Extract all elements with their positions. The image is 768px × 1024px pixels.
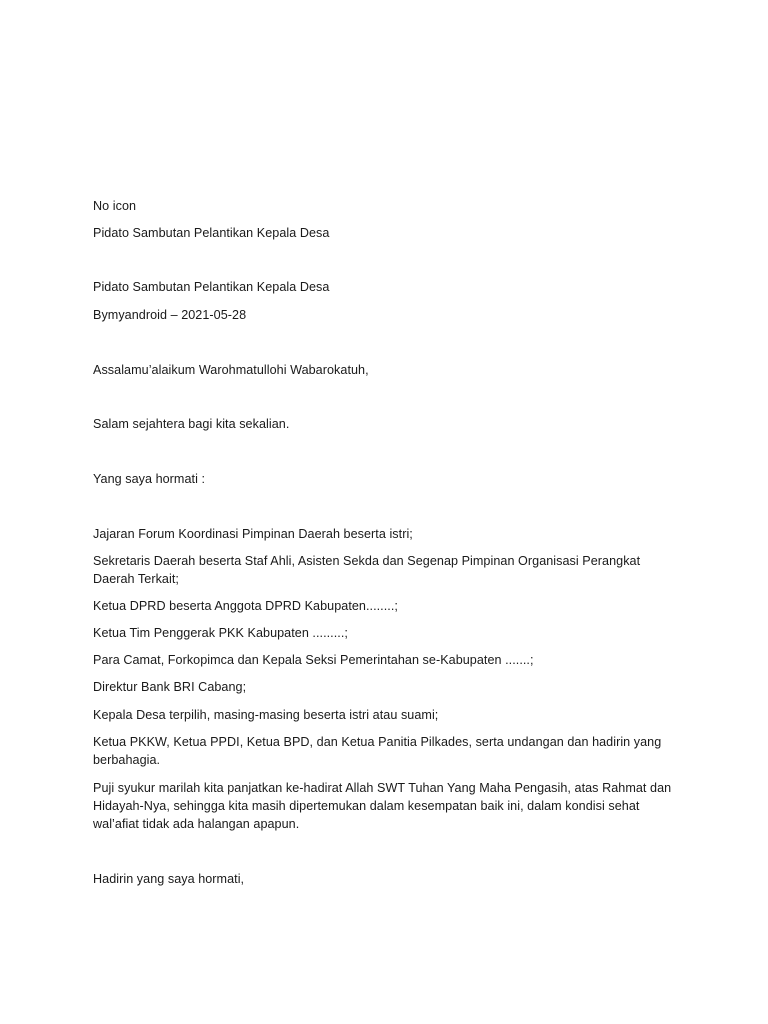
article-title: Pidato Sambutan Pelantikan Kepala Desa [93,280,330,294]
honoree-item: Jajaran Forum Koordinasi Pimpinan Daerah beserta istri; [93,527,413,541]
hadirin-line: Hadirin yang saya hormati, [93,872,245,886]
honoree-item: Direktur Bank BRI Cabang; [93,680,247,694]
honoree-item: Sekretaris Daerah beserta Staf Ahli, Asisten Sekda dan Segenap Pimpinan Organisasi Perangkat Daerah Terkait; [93,554,641,586]
honoree-item: Ketua PKKW, Ketua PPDI, Ketua BPD, dan Ketua Panitia Pilkades, serta undangan dan hadirin yang berbahagia. [93,735,662,767]
honoree-item: Para Camat, Forkopimca dan Kepala Seksi Pemerintahan se-Kabupaten .......; [93,653,534,667]
byline: Bymyandroid – 2021-05-28 [93,308,247,322]
honoree-item: Ketua Tim Penggerak PKK Kabupaten .........; [93,626,348,640]
honored-intro: Yang saya hormati : [93,472,206,486]
greeting: Assalamu’alaikum Warohmatullohi Wabarokatuh, [93,363,369,377]
opening-paragraph: Puji syukur marilah kita panjatkan ke-hadirat Allah SWT Tuhan Yang Maha Pengasih, atas Rahmat dan Hidayah-Nya, sehingga kita masih dipertemukan dalam kesempatan baik ini, dalam kondisi sehat wal’afiat tidak ada halangan apapun. [93,781,672,831]
honoree-item: Kepala Desa terpilih, masing-masing beserta istri atau suami; [93,708,439,722]
no-icon-text: No icon [93,199,137,213]
honoree-item: Ketua DPRD beserta Anggota DPRD Kabupaten........; [93,599,398,613]
document-heading: Pidato Sambutan Pelantikan Kepala Desa [93,226,330,240]
salam-line: Salam sejahtera bagi kita sekalian. [93,417,290,431]
